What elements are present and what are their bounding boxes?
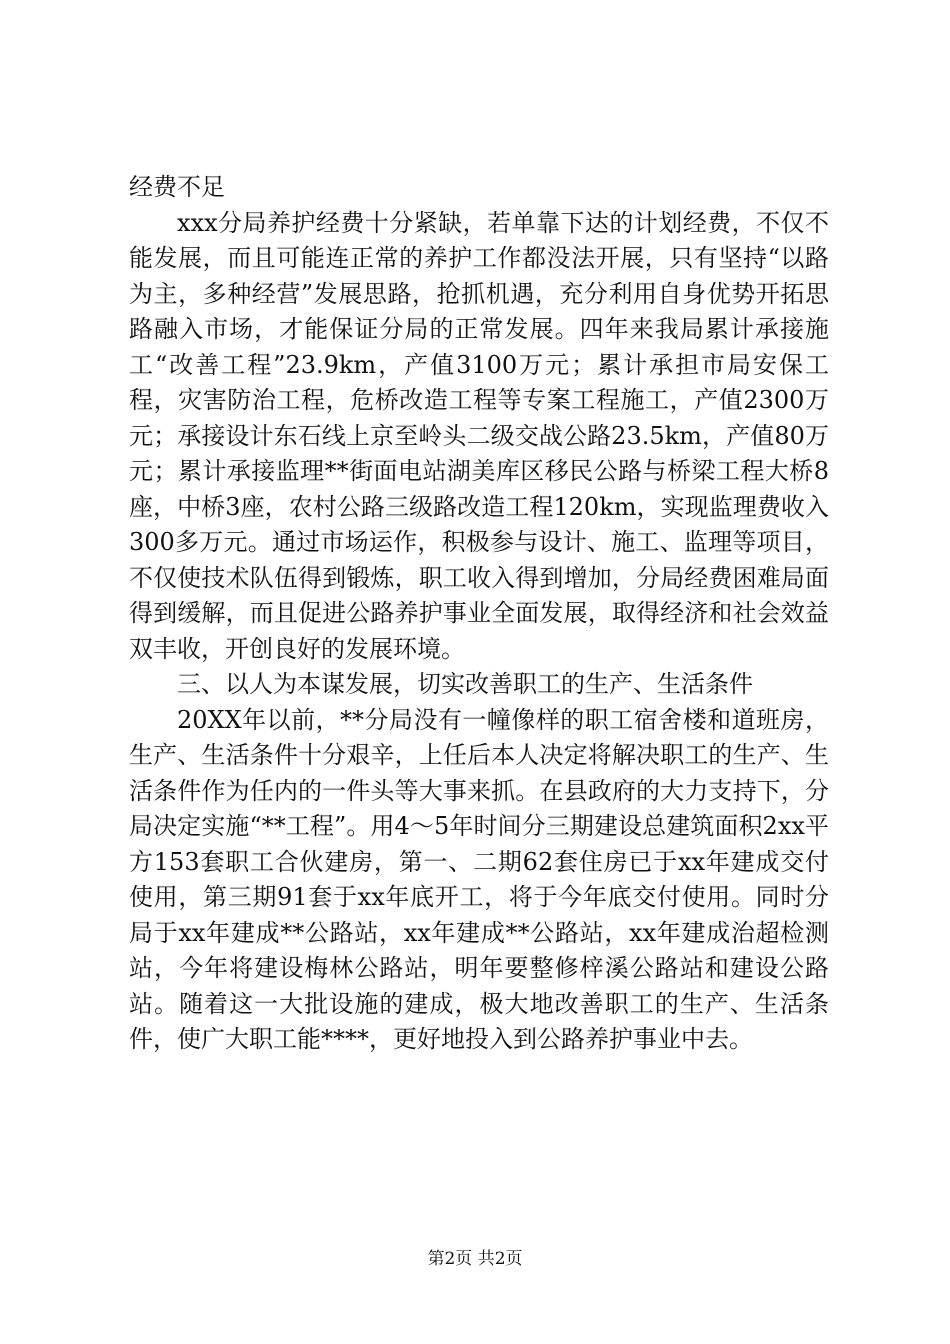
page-number: 第2页 共2页 <box>427 1249 523 1269</box>
paragraph-housing: 20XX年以前，**分局没有一幢像样的职工宿舍楼和道班房，生产、生活条件十分艰辛，上任后本人决定将解决职工的生产、生活条件作为任内的一件头等大事来抓。在县政府的大力支持下，分局决定实施“**工程”。用4～5年时间分三期建设总建筑面积2xx平方153套职工合伙建房，第一、二期62套住房已于xx年建成交付使用，第三期91套于xx年底开工，将于今年底交付使用。同时分局于xx年建成**公路站，xx年建成**公路站，xx年建成治超检测站，今年将建设梅林公路站，明年要整修梓溪公路站和建设公路站。随着这一大批设施的建成，极大地改善职工的生产、生活条件，使广大职工能****，更好地投入到公路养护事业中去。 <box>129 705 829 1053</box>
section-heading: 三、以人为本谋发展，切实改善职工的生产、生活条件 <box>177 670 753 698</box>
paragraph-heading-fragment: 经费不足 <box>129 173 225 201</box>
paragraph-funding: xxx分局养护经费十分紧缺，若单靠下达的计划经费，不仅不能发展，而且可能连正常的养护工作都没法开展，只有坚持“以路为主，多种经营”发展思路，抢抓机遇，充分利用自身优势开拓思路融入市场，才能保证分局的正常发展。四年来我局累计承接施工“改善工程”23.9km，产值3100万元；累计承担市局安保工程，灾害防治工程，危桥改造工程等专案工程施工，产值2300万元；承接设计东石线上京至岭头二级交战公路23.5km，产值80万元；累计承接监理**街面电站湖美库区移民公路与桥梁工程大桥8座，中桥3座，农村公路三级路改造工程120km，实现监理费收入300多万元。通过市场运作，积极参与设计、施工、监理等项目，不仅使技术队伍得到锻炼，职工收入得到增加，分局经费困难局面得到缓解，而且促进公路养护事业全面发展，取得经济和社会效益双丰收，开创良好的发展环境。 <box>129 208 829 663</box>
document-body <box>129 170 829 1058</box>
